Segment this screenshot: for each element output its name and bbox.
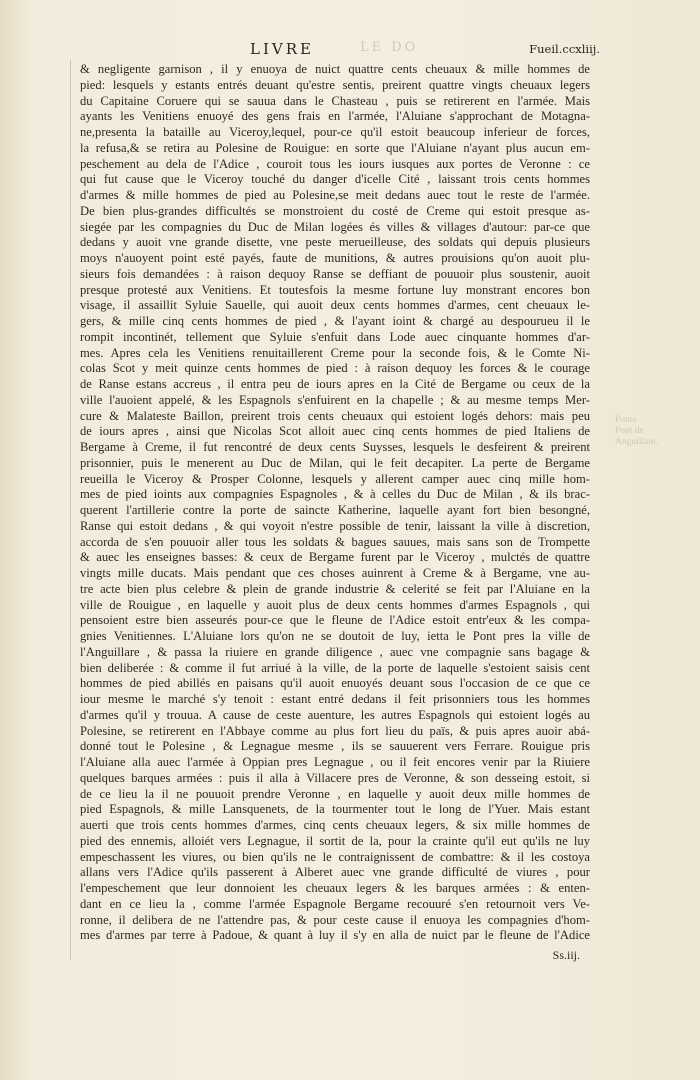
body-text (80, 62, 590, 944)
text-line: pensoient estre bien asseurés pour-ce que le fleune de l'Adice estoit entr'eux & les compa- (80, 613, 590, 628)
text-line: De bien plus-grandes difficultés se monstroient du costé de Creme qui estoit presque as- (80, 203, 590, 218)
text-line: rompit incontinét, tellement que Syluie s'enfuit dans Lode auec cinquante hommes d'ar- (80, 329, 590, 344)
text-line: accorda de s'en pouuoir aller tous les soldats & bagues sauues, mais sans son de Trompette (80, 534, 590, 549)
text-line: & auec les enseignes basses: & ceux de Bergame furent par le Viceroy , mulctés de quattre (80, 550, 590, 565)
text-line: mes. Apres cela les Venitiens renuitaillerent Creme pour la seconde fois, & le Comte Ni- (80, 345, 590, 360)
text-line: qui fut cause que le Viceroy touché du danger d'icelle Cité , laissant trois cents hommes (80, 172, 590, 187)
text-line: gers, & mille cinq cents hommes de pied , & l'ayant ioint & chargé au despourueu il le (80, 314, 590, 328)
text-line: sieurs fois demandées : à raison dequoy Ranse se deffiant de pouuoir plus soustenir, auoit (80, 266, 590, 281)
text-line: & negligente garnison , il y enuoya de nuict quattre cents cheuaux & mille hommes de (80, 62, 590, 76)
text-line: quelques barques armées : puis il alla à Villacere pres de Veronne, & son desseing estoit, si (80, 770, 590, 785)
text-line: gnies Venitiennes. L'Aluiane lors qu'on ne se doutoit de luy, ietta le Pont pres la ville de (80, 629, 590, 643)
text-line: prisonnier, puis le menerent au Duc de Milan, qui le feit decapiter. La perte de Bergame (80, 455, 590, 470)
text-line: mes d'armes par terre à Padoue, & quant à luy il s'y en alla de nuict par le fleune de l'Adice (80, 928, 590, 943)
text-line: pied Espagnols, & mille Lansquenets, de la tourmenter tout le long de l'Yuer. Mais estant (80, 802, 590, 817)
text-line: reueilla le Viceroy & Prosper Colonne, lesquels y allerent camper auec cinq mille hom- (80, 471, 590, 486)
text-line: ayants les Venitiens enuoyé des gens frais en l'armée, l'Aluiane s'approchant de Motagna- (80, 109, 590, 124)
text-line: Polesine, se retirerent en l'Abbaye comme au plus fort lieu du païs, & puis apres auoir abá- (80, 723, 590, 738)
text-line: pied: lesquels y estants entrés deuant qu'estre sentis, preirent quattre vingts cheuaux legers (80, 77, 590, 92)
text-line: l'empeschement que leur donnoient les cheuaux legers & les barques armées : & enten- (80, 881, 590, 895)
text-line: tre acte bien plus celebre & plein de grande industrie & celerité se feit par l'Aluiane en la (80, 581, 590, 596)
running-head: LIVRE (250, 40, 314, 58)
text-line: l'Anguillare , & passa la riuiere en grande diligence , auec vne compagnie sans bagage & (80, 644, 590, 659)
text-line: pied des ennemis, alloiét vers Legnague, il sortit de la, pour la crainte qu'il eut qu'ils ne luy (80, 833, 590, 848)
text-line: ville de Rouigue , en laquelle y auoit plus de deux cents hommes d'armes Espagnols , qui (80, 597, 590, 612)
text-line: dedans y auoit vne grande disette, vne peste merueilleuse, des soldats qui depuis plusieurs (80, 235, 590, 250)
text-line: cure & Malateste Baillon, preirent trois cents cheuaux qui estoient logés dehors: mais peu (80, 408, 590, 423)
text-line: empeschassent les viures, ou bien qu'ils ne le contraignissent de combattre: & il les costoya (80, 849, 590, 864)
text-line: d'armes qu'il y trouua. A cause de ceste auenture, les autres Espagnols qui estoient logés au (80, 707, 590, 722)
text-line: visage, il assaillit Syluie Sauelle, qui auoit deux cents hommes d'armes, cent cheuaux le- (80, 298, 590, 313)
text-line: bien deliberée : & comme il fut arriué à la ville, de la porte de laquelle s'estoient saisis cent (80, 660, 590, 675)
text-line: dant en ce lieu la , comme l'armée Espagnole Bergame recouuré s'en retournoit vers Ve- (80, 896, 590, 911)
text-line: ronne, il delibera de ne l'attendre pas, & pour ceste cause il enuoya les compagnies d'hom- (80, 912, 590, 927)
text-line: mes de pied ioints aux compagnies Espagnoles , & à celles du Duc de Milan , & ils brac- (80, 487, 590, 502)
text-line: du Capitaine Coruere qui se sauua dans le Chasteau , puis se retirerent en l'armée. Mais (80, 93, 590, 108)
text-line: moys n'auoyent point esté payés, faute de munitions, & autres prouisions qu'on auoit plu- (80, 251, 590, 265)
folio-number: Fueil.ccxliij. (529, 42, 600, 56)
text-line: ville l'auoient appelé, & les Espagnols s'enfuirent en la chapelle ; & au mesme temps Mer- (80, 392, 590, 407)
text-line: auerti que trois cents hommes d'armes, cinq cents cheuaux legers, & six mille hommes de (80, 818, 590, 832)
text-line: l'Aluiane alla auec l'armée à Oppian pres Legnague , ou il feit encores venir par la Riuiere (80, 755, 590, 769)
text-line: vingts mille ducats. Mais pendant que ces choses auinrent à Creme & à Bergame, vne au- (80, 566, 590, 580)
page-header (70, 40, 600, 64)
bleed-through-text: LE DO (360, 40, 419, 55)
text-line: d'armes & mille hommes de pied au Polesine,se meit dedans auec tout le reste de l'armée. (80, 188, 590, 202)
text-line: de Ranse estans accreus , il entra peu de iours apres en la Cité de Bergame ou ceux de la (80, 377, 590, 391)
text-line: de iours apres , ainsi que Nicolas Scot alloit auec cinq cents hommes de pied Italiens de (80, 424, 590, 439)
text-line: allans vers l'Adice qu'ils passerent à Alberet auec vne grande difficulté de viures , pour (80, 865, 590, 880)
text-line: de ce lieu la il ne pouuoit prendre Veronne , en laquelle y auoit deux mille hommes de (80, 786, 590, 801)
text-line: iour mesme le marché s'y tenoit : estant entré dedans il feit prisonniers tous les hommes (80, 692, 590, 706)
text-line: hommes de pied abillés en paisans qu'il auoit enuoyés deuant sous l'occasion de ce que ce (80, 676, 590, 691)
text-line: donné tout le Polesine , & Legnague mesme , ils se sauuerent vers Ferrare. Rouigue pris (80, 739, 590, 754)
gutter-shadow (70, 60, 71, 960)
text-line: la refusa,& se retira au Polesine de Rouigue: en sorte que l'Aluiane n'ayant plus aucun em- (80, 140, 590, 155)
text-line: Ranse qui estoit dedans , & qui voyoit n'estre possible de tenir, laissant la ville à discretion, (80, 518, 590, 533)
text-line: presque protesté aux Venitiens. Et toutesfois la mesme fortune luy monstrant encores bon (80, 282, 590, 297)
text-line: Bergame à Creme, il fut rencontré de deux cents Suysses, lesquels le desfeirent & preirent (80, 440, 590, 454)
text-line: querent l'artillerie contre la porte de saincte Katherine, laquelle ayant fort bien besongné, (80, 503, 590, 517)
signature-mark: Ss.iij. (552, 948, 580, 962)
text-line: peschement au dela de l'Adice , couroit tous les iours iusques aux portes de Veronne : ce (80, 156, 590, 171)
text-line: siegée par les compagnies du Duc de Milan logées és villes & villages d'autour: par-ce que (80, 219, 590, 234)
text-line: colas Scot y meit quinze cents hommes de pied : à raison dequoy les forces & le courage (80, 361, 590, 376)
bleed-margin-note: Ponte Pont de Anguillare. (615, 415, 659, 447)
text-line: ne,presenta la bataille au Viceroy,lequel, pour-ce qu'il estoit beaucoup inferieur de forces, (80, 125, 590, 139)
